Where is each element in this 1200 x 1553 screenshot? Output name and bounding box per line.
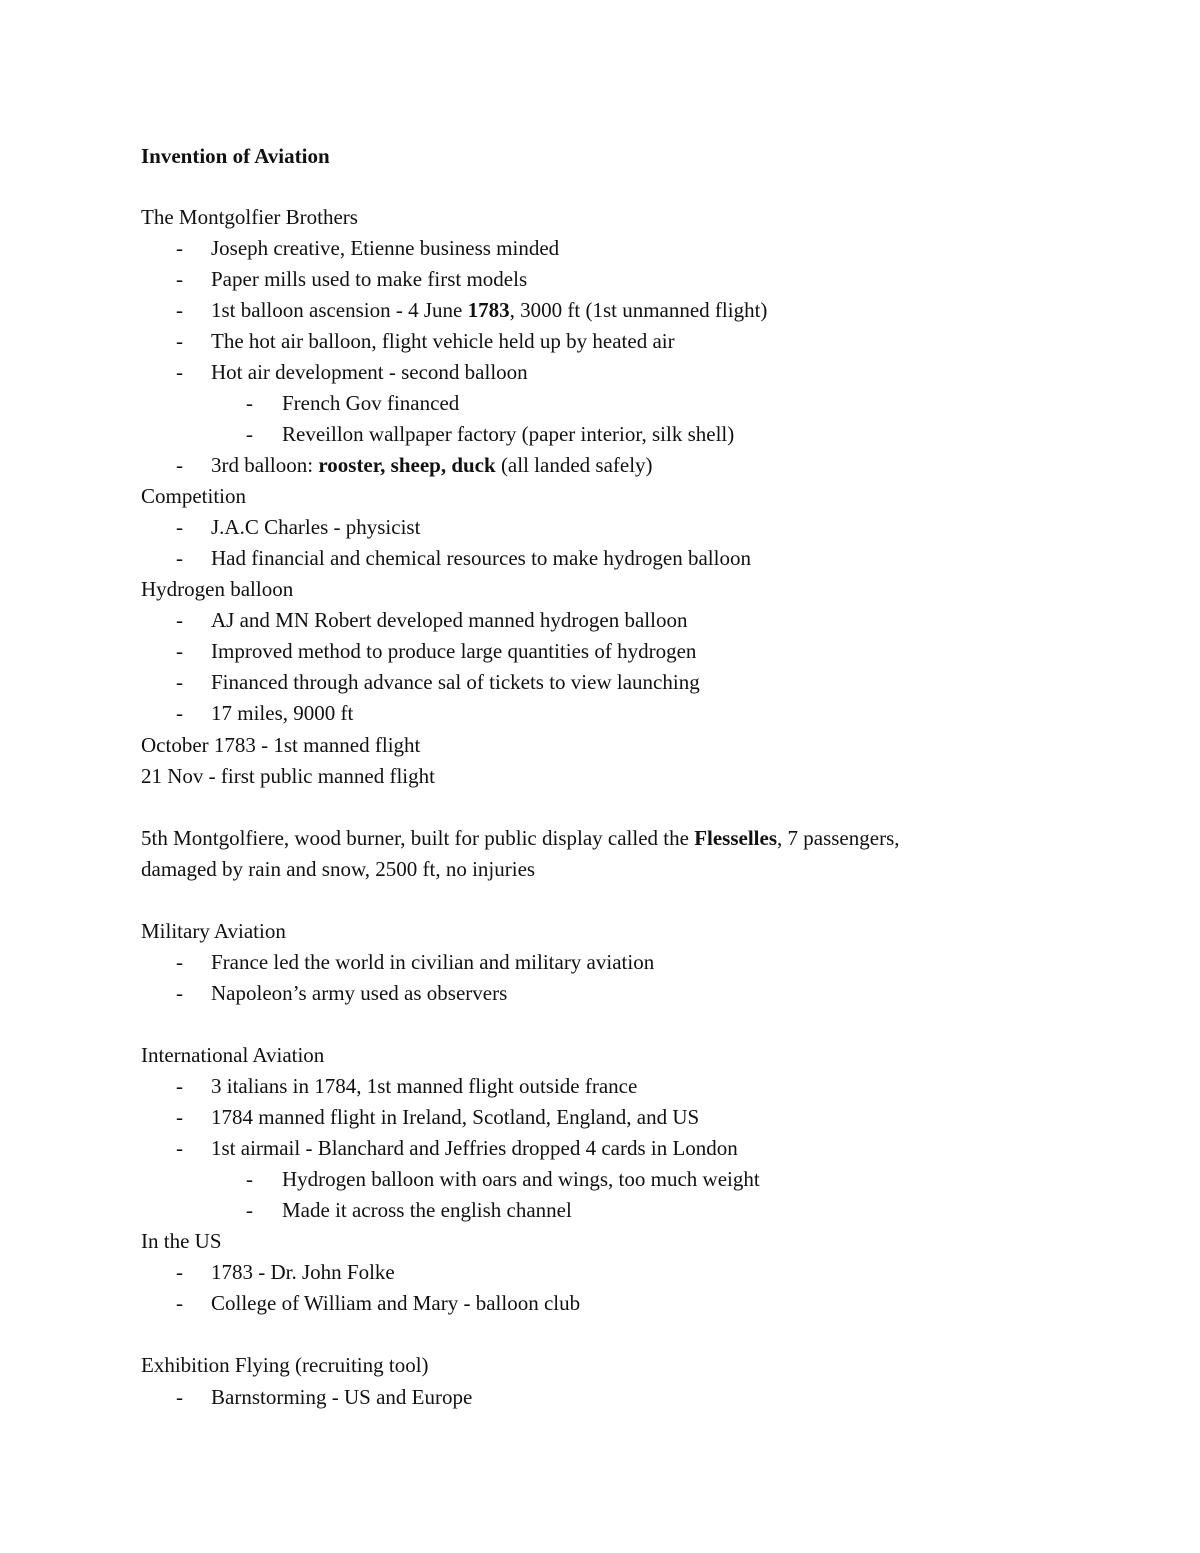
bullet-dash: - (176, 1136, 183, 1160)
paragraph-line: 5th Montgolfiere, wood burner, built for public display called the Flesselles, 7 passengers, (141, 826, 900, 850)
document-title: Invention of Aviation (141, 144, 330, 168)
bullet-dash: - (176, 1105, 183, 1129)
bullet-dash: - (176, 981, 183, 1005)
bullet-dash: - (176, 639, 183, 663)
bullet-dash: - (176, 1291, 183, 1315)
section-heading-international: International Aviation (141, 1043, 325, 1067)
bullet-dash: - (176, 546, 183, 570)
bullet-dash: - (176, 267, 183, 291)
section-heading-montgolfier: The Montgolfier Brothers (141, 205, 358, 229)
section-heading-us: In the US (141, 1229, 222, 1253)
bullet-dash: - (176, 608, 183, 632)
bullet-dash: - (246, 1198, 253, 1222)
bullet-dash: - (176, 360, 183, 384)
bullet-dash: - (176, 298, 183, 322)
document-page: Invention of Aviation The Montgolfier Brothers - Joseph creative, Etienne business minded - Paper mills used to make first models - 1st balloon ascension - 4 June 1783, 3000 ft (1st unmanned flight) - The hot air balloon, flight vehicle held up by heated air - Hot air development - second balloon - French Gov financed - Reveillon wallpaper factory (paper interior, silk shell) - 3rd balloon: rooster, sheep, duck (all landed safely) Competition - J.A.C Charles - physicist - Had financial and chemical resources to make hydrogen balloon Hydrogen balloon - AJ and MN Robert developed manned hydrogen balloon - Improved method to produce large quantities of hydrogen - Financed through advance sal of tickets to view launching - 17 miles, 9000 ft October 1783 - 1st manned flight 21 Nov - first public manned flight 5th Montgolfiere, wood burner, built for public display called the Flesselles, 7 passengers, damaged by rain and snow, 2500 ft, no injuries Military Aviation - France led the world in civilian and military aviation - Napoleon’s army used as observers International Aviation - 3 italians in 1784, 1st manned flight outside france - 1784 manned flight in Ireland, Scotland, England, and US - 1st airmail - Blanchard and Jeffries dropped 4 cards in London - Hydrogen balloon with oars and wings, too much weight - Made it across the english channel In the US - 1783 - Dr. John Folke - College of William and Mary - balloon club Exhibition Flying (recruiting tool) - Barnstorming - US and Europe (0, 0, 1200, 1553)
bullet-dash: - (176, 515, 183, 539)
bullet-dash: - (176, 1385, 183, 1409)
bullet-dash: - (176, 670, 183, 694)
bullet-dash: - (246, 422, 253, 446)
bullet-dash: - (246, 391, 253, 415)
paragraph-line: October 1783 - 1st manned flight (141, 733, 421, 757)
bullet-dash: - (176, 1074, 183, 1098)
bullet-dash: - (176, 701, 183, 725)
bullet-dash: - (176, 1260, 183, 1284)
bullet-dash: - (176, 453, 183, 477)
bullet-dash: - (176, 236, 183, 260)
paragraph-line: 21 Nov - first public manned flight (141, 764, 435, 788)
section-heading-exhibition: Exhibition Flying (recruiting tool) (141, 1353, 429, 1377)
bullet-dash: - (176, 329, 183, 353)
paragraph-line: damaged by rain and snow, 2500 ft, no injuries (141, 857, 536, 881)
section-heading-hydrogen: Hydrogen balloon (141, 577, 294, 601)
bullet-dash: - (246, 1167, 253, 1191)
bullet-dash: - (176, 950, 183, 974)
section-heading-military: Military Aviation (141, 919, 286, 943)
section-heading-competition: Competition (141, 484, 246, 508)
